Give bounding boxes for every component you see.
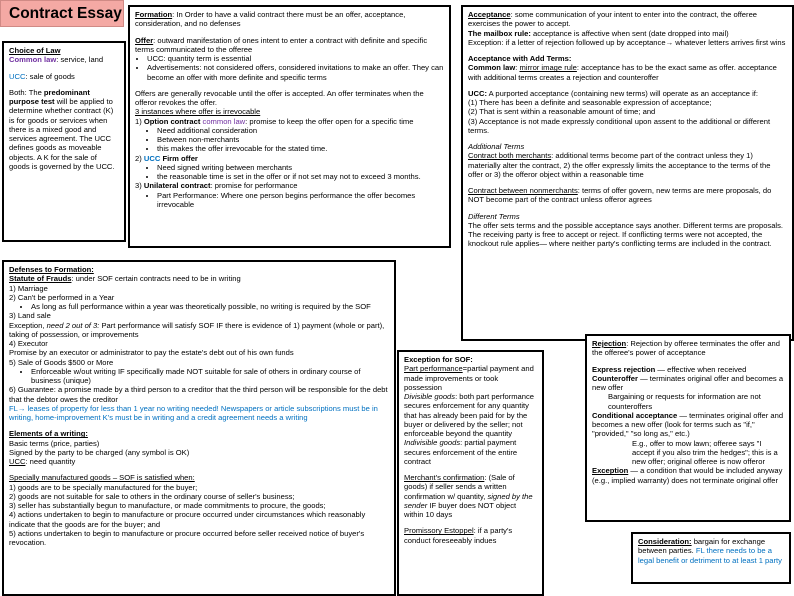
list-item: • Advertisements: not considered offers, considered invitations to make an offer. They can become an offer with more definite and specific terms xyxy=(147,63,444,82)
right-arrow-icon: → xyxy=(665,37,674,47)
elements-heading: Elements of a writing: xyxy=(9,429,88,439)
merchants-confirmation: Merchant's confirmation: (Sale of goods) if seller sends a written confirmation w/ quantity, signed by the sender IF buyer does NOT object within 10 days xyxy=(404,473,533,519)
divisible-goods: Divisible goods: both part performance secures enforcement for any quantity that has already been paid for by the buyer or delivered by the seller; not enforceable beyond the quantity xyxy=(404,392,535,438)
common-law-label: Common law xyxy=(9,55,57,65)
ucc-acceptance: UCC: A purported acceptance (containing new terms) will operate as an acceptance if: xyxy=(468,88,758,98)
defenses-heading: Defenses to Formation: xyxy=(9,265,94,274)
ucc-condition: (3) Acceptance is not made expressly conditional upon assent to the additional or different terms. xyxy=(468,116,771,135)
consideration-text: Consideration: bargain for exchange between parties. FL there needs to be a legal benefit or detriment to at least 1 party xyxy=(638,537,782,565)
mailbox-exception: Exception: if a letter of rejection followed up by acceptance→ whatever letters arrives first wins xyxy=(468,37,786,47)
both-merchants-rule: Contract both merchants: additional terms become part of the contract unless they 1) materially alter the contract, 2) the offer expressly limits the acceptance to the terms of the offer or 3) the offeror object within a reasonable time xyxy=(468,151,771,179)
specially-manufactured-heading: Specially manufactured goods – SOF is satisfied when: xyxy=(9,473,195,483)
list-item: • UCC: quantity term is essential xyxy=(147,54,444,63)
choice-of-law-heading: Choice of Law xyxy=(9,46,61,55)
land-sale-exception: Exception, need 2 out of 3: Part performance will satisfy SOF IF there is evidence of 1) payment (whole or part), taking of possession, or improvements xyxy=(9,320,385,339)
offer-bullets xyxy=(135,54,444,82)
common-law-line: Common law: service, land xyxy=(9,55,104,65)
different-terms-text: The offer sets terms and the possible acceptance says another. Different terms are proposals. xyxy=(468,220,784,230)
ucc-quantity: UCC: need quantity xyxy=(9,457,76,466)
page-title: Contract Essay xyxy=(9,5,122,22)
express-rejection: Express rejection — effective when received xyxy=(592,364,747,374)
sof-item: 1) Marriage xyxy=(9,283,48,293)
element-line: Signed by the party to be charged (any symbol is OK) xyxy=(9,447,190,457)
mirror-image-rule: Common law: mirror image rule: acceptance has to be the exact same as offer. acceptance with additional terms creates a rejection and counteroffer xyxy=(468,63,777,82)
unilateral-contract-line: 3) Unilateral contract: promise for performance xyxy=(135,181,298,191)
acceptance-box xyxy=(461,5,794,341)
rejection-box xyxy=(585,334,791,522)
list-item: • Need signed writing between merchants xyxy=(157,163,444,172)
list-item: • the reasonable time is set in the offer or if not set may not to exceed 3 months. xyxy=(157,172,444,181)
conditional-example: E.g., offer to mow lawn; offeree says "I accept if you also trim the hedges"; this is a new offer; original offeree is now offeror xyxy=(632,438,778,466)
sof-item: 2) Can't be performed in a Year xyxy=(9,292,115,302)
predominant-purpose-text: Both: The predominant purpose test will be applied to determine whether contract (K) is for goods or services when there is a mixed good and services agreement. The UCC defines goods as moveable objects. A K for the sale of goods is governed by the UCC. xyxy=(9,87,115,171)
mailbox-rule: The mailbox rule: acceptance is affective when sent (date dropped into mail) xyxy=(468,28,729,38)
ucc-label: UCC xyxy=(9,71,26,81)
nonmerchants-rule: Contract between nonmerchants: terms of offer govern, new terms are mere proposals, do NOT become part of the contract unless offeror agrees xyxy=(468,186,772,205)
sof-exception-box xyxy=(397,350,544,596)
firm-offer-line: 2) UCC Firm offer xyxy=(135,153,198,163)
specially-item: 3) seller has substantially begun to manufacture, or made commitments to procure, the goods; xyxy=(9,501,326,510)
list-item: • Between non-merchants xyxy=(157,135,444,144)
specially-item: 2) goods are not suitable for sale to others in the ordinary course of seller's business; xyxy=(9,491,295,501)
acceptance-intro: Acceptance: some communication of your intent to enter into the contract, the offeree exercises the power to accept. xyxy=(468,10,758,29)
bargaining-note: Bargaining or requests for information are not counteroffers xyxy=(608,392,761,411)
specially-item: 5) actions undertaken to begin to manufacture or procure occurred before seller received notice of buyer's revocation. xyxy=(9,528,365,547)
sof-item: 5) Sale of Goods $500 or More xyxy=(9,357,114,367)
option-contract-line: 1) Option contract common law: promise to keep the offer open for a specific time xyxy=(135,116,414,126)
firm-offer-bullets xyxy=(135,163,444,182)
option-contract-bullets xyxy=(135,126,444,154)
formation-intro: Formation: In Order to have a valid contract there must be an offer, acceptance, consideration, and no defenses xyxy=(135,10,406,29)
list-item: • Enforceable w/out writing IF specifically made NOT suitable for sale of others in ordinary course of business (unique) xyxy=(31,367,389,386)
sof-item: 3) Land sale xyxy=(9,311,51,321)
different-terms-heading: Different Terms xyxy=(468,211,520,221)
rejection-exception: Exception — a condition that would be included anyway (e.g., implied warranty) does not terminate original offer xyxy=(592,466,783,485)
sof-exception-heading: Exception for SOF: xyxy=(404,355,473,364)
irrevocable-heading: 3 instances where offer is irrevocable xyxy=(135,107,261,117)
sof-item: 6) Guarantee: a promise made by a third person to a creditor that the third person will be responsible for the debt that the debtor owes the creditor xyxy=(9,385,388,404)
choice-of-law-box xyxy=(2,41,126,242)
rejection-intro: Rejection: Rejection by offeree terminates the offer and the offeree's power of acceptance xyxy=(592,339,780,358)
ucc-condition: (1) There has been a definite and seasonable expression of acceptance; xyxy=(468,98,712,107)
additional-terms-heading: Additional Terms xyxy=(468,142,525,151)
specially-item: 4) actions undertaken to begin to manufacture or procure occurred under circumstances which reasonably indicate that the goods are for the buyer; and xyxy=(9,510,366,529)
conditional-acceptance: Conditional acceptance — terminates original offer and becomes a new offer (look for terms such as "if," "provided," "so long as," etc.) xyxy=(592,410,784,439)
list-item: • Part Performance: Where one person begins performance the offer becomes irrevocable xyxy=(157,191,444,210)
ucc-line: UCC: sale of goods xyxy=(9,71,75,81)
offer-definition: Offer: outward manifestation of ones intent to enter a contract with definite and specific terms communicated to the offeree xyxy=(135,35,428,54)
unilateral-bullets xyxy=(135,191,444,210)
revocable-text: Offers are generally revocable until the offer is accepted. An offer terminates when the offeror revokes the offer. xyxy=(135,88,424,107)
specially-item: 1) goods are to be specially manufactured for the buyer; xyxy=(9,482,198,492)
title-banner xyxy=(0,0,124,27)
knockout-rule-text: The receiving party is free to accept or reject. If conflicting terms were not accepted, the knockout rule applies— where neither party's conflicting terms are included in the contract. xyxy=(468,230,772,249)
add-terms-heading: Acceptance with Add Terms: xyxy=(468,54,572,63)
element-line: Basic terms (price, parties) xyxy=(9,438,100,448)
indivisible-goods: Indivisible goods: partial payment secures enforcement of the entire contract xyxy=(404,438,518,466)
sof-item: 4) Executor xyxy=(9,339,48,348)
florida-note: FL→ leases of property for less than 1 year no writing needed! Newspapers or article subscriptions must be in writing, home-improvement K's must be in writing and a credit agreement needs a writing xyxy=(9,403,378,422)
formation-box xyxy=(128,5,451,248)
executor-text: Promise by an executor or administrator to pay the estate's debt out of his own funds xyxy=(9,348,294,358)
promissory-estoppel: Promissory Estoppel: if a party's conduct foreseeably indues xyxy=(404,526,513,545)
list-item: • As long as full performance within a year was theoretically possible, no writing is required by the SOF xyxy=(31,302,389,311)
list-item: • Need additional consideration xyxy=(157,126,444,135)
list-item: • this makes the offer irrevocable for the stated time. xyxy=(157,144,444,153)
defenses-box xyxy=(2,260,396,596)
counteroffer: Counteroffer — terminates original offer and becomes a new offer xyxy=(592,373,784,392)
ucc-condition: (2) That is sent within a reasonable amount of time; and xyxy=(468,107,656,117)
consideration-box xyxy=(631,532,791,584)
part-performance: Part performance=partial payment and made improvements or took possession xyxy=(404,364,534,392)
sof-intro: Statute of Frauds: under SOF certain contracts need to be in writing xyxy=(9,274,241,284)
